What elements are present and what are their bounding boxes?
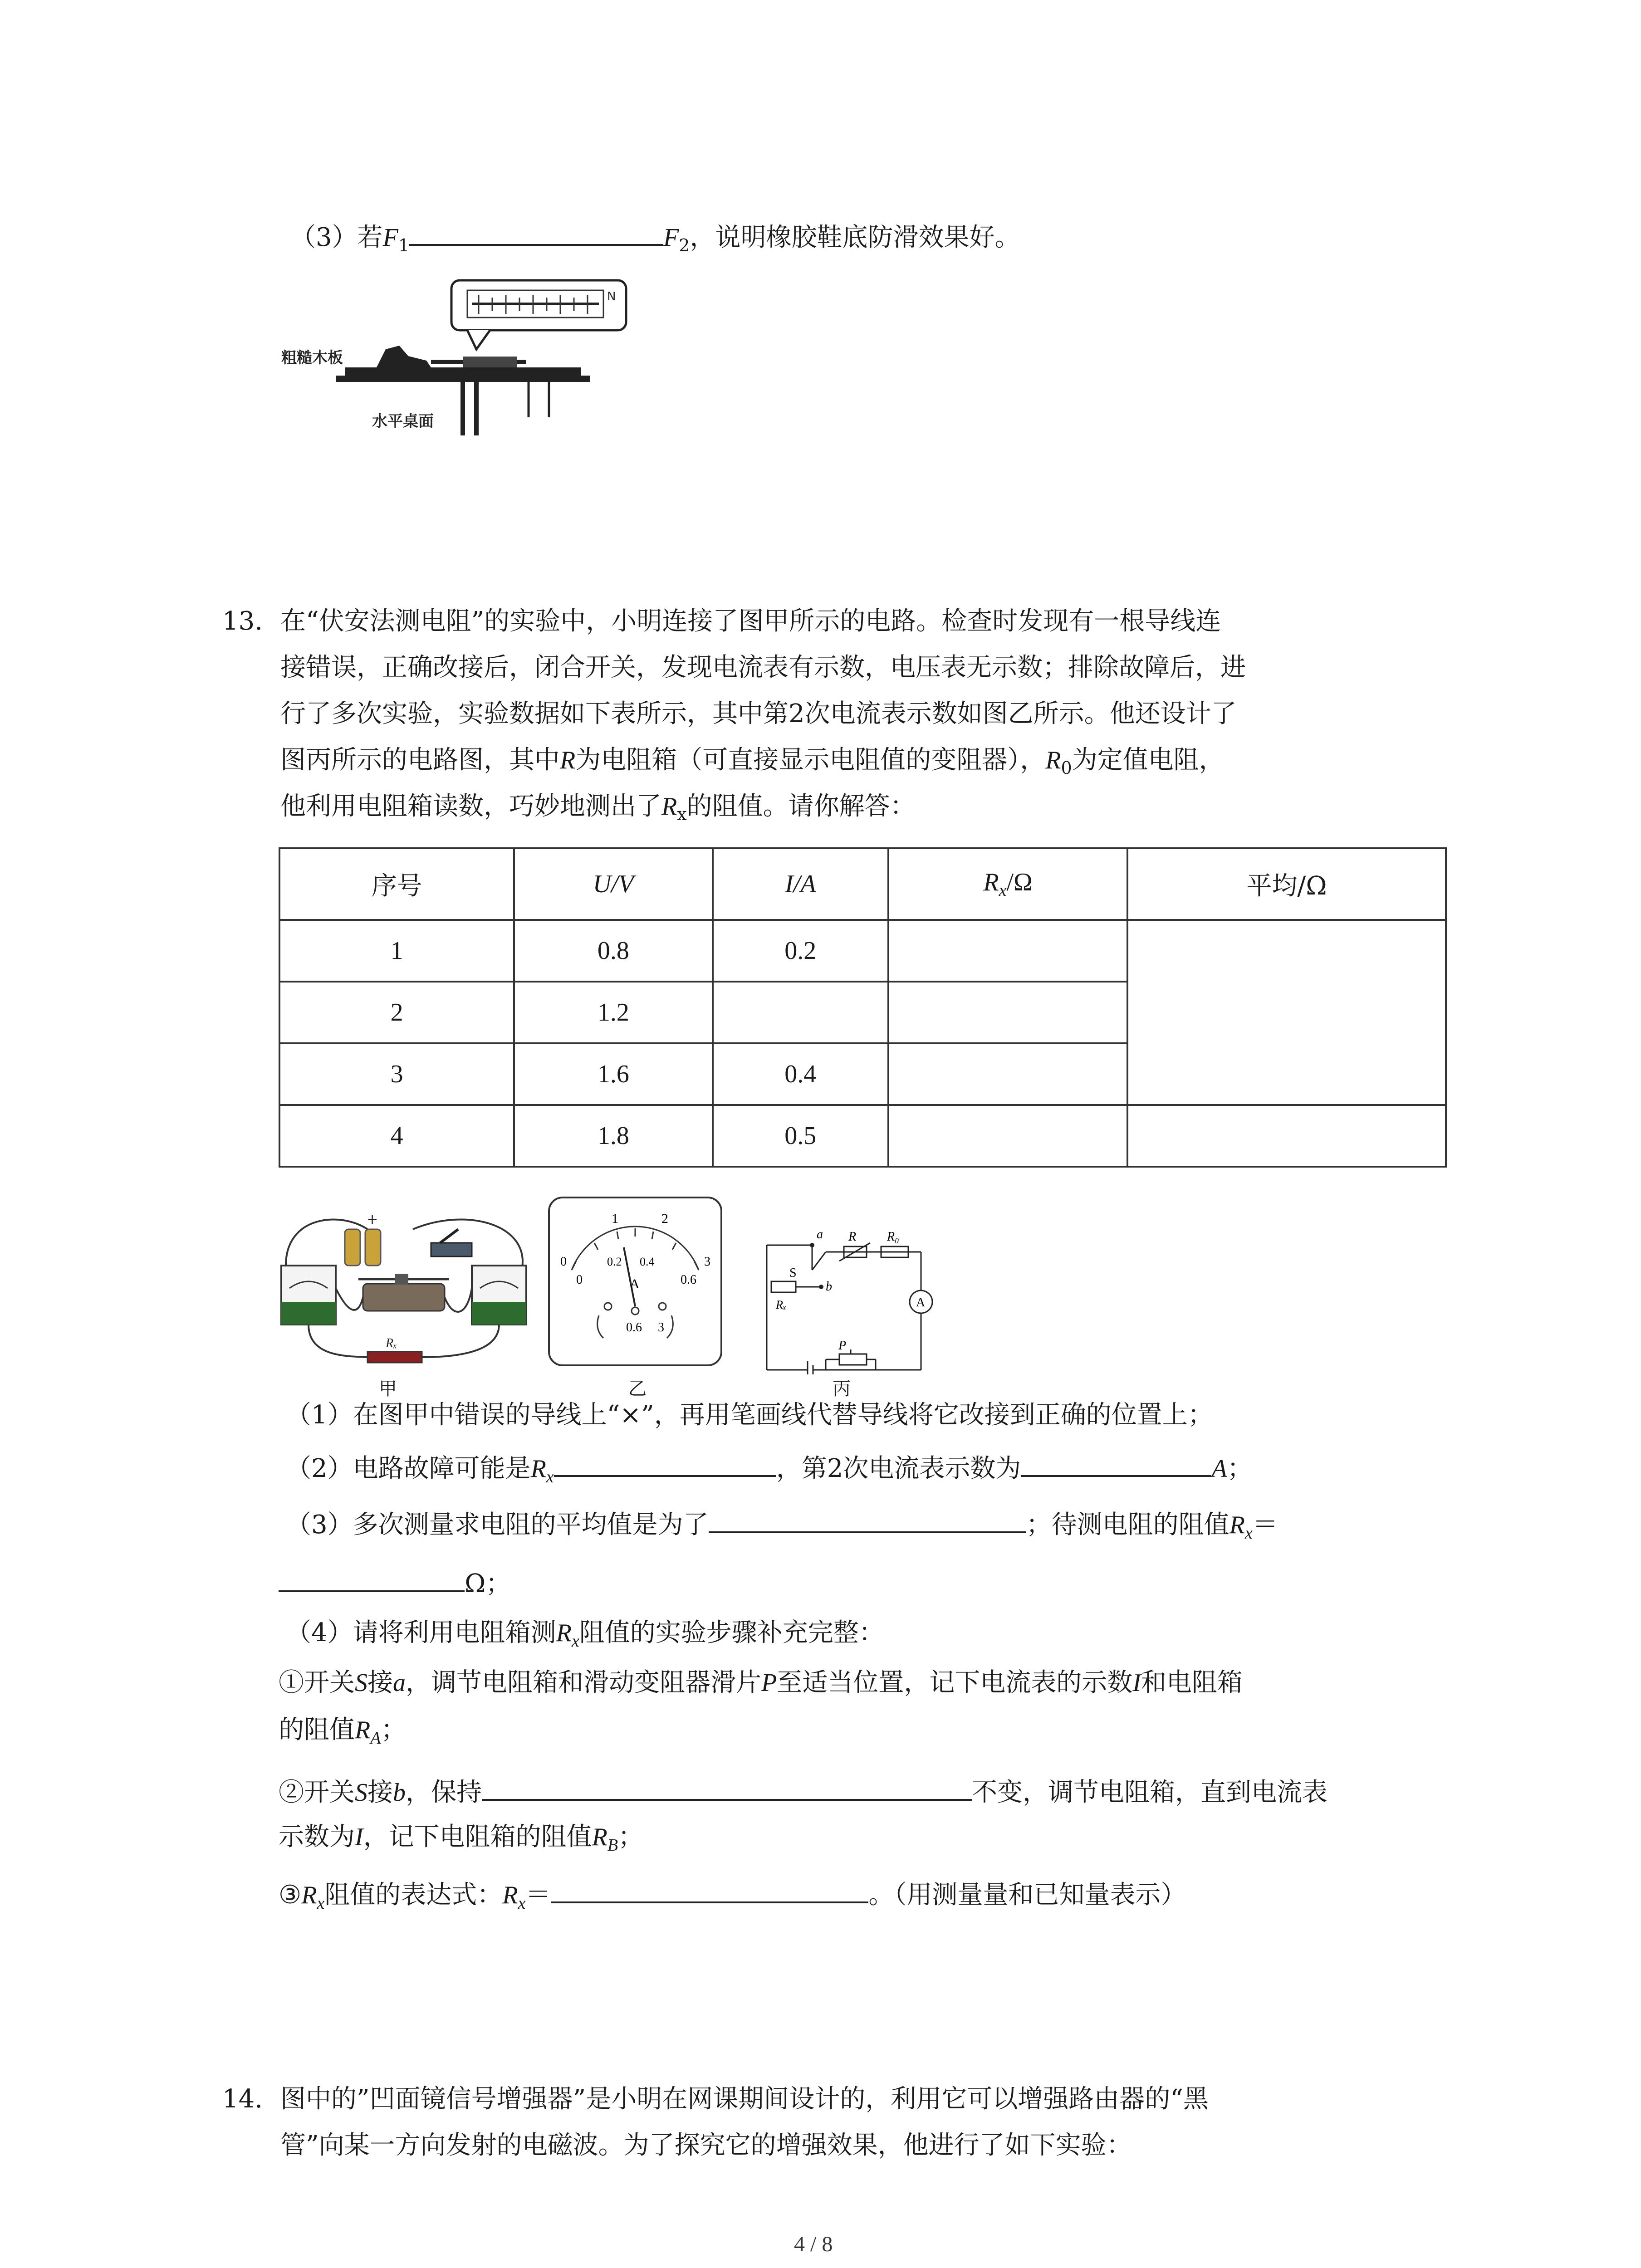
step3 bbox=[279, 1874, 1186, 1921]
s1-c: ，调节电阻箱和滑动变阻器滑片 bbox=[406, 1668, 761, 1697]
part2-end: ； bbox=[1227, 1454, 1253, 1483]
fault-blank[interactable] bbox=[554, 1448, 776, 1477]
page-number: 4 / 8 bbox=[794, 2232, 833, 2256]
cell-average-extra[interactable] bbox=[1127, 1105, 1446, 1167]
part3-sub: x bbox=[1244, 1524, 1253, 1543]
q13-line4-c: 为定值电阻， bbox=[1072, 745, 1225, 775]
s2-S: S bbox=[355, 1779, 367, 1807]
q13-R0-sub: 0 bbox=[1061, 758, 1072, 778]
schematic-P: P bbox=[838, 1339, 847, 1353]
dial-unit-A: A bbox=[630, 1276, 640, 1291]
q13-Rx-sub: x bbox=[677, 804, 687, 825]
part2-unit: A bbox=[1211, 1455, 1227, 1483]
q12-part3 bbox=[290, 217, 1020, 264]
cell-resistance[interactable] bbox=[888, 1105, 1127, 1167]
label-table: 水平桌面 bbox=[372, 412, 434, 430]
step1-line1 bbox=[279, 1665, 1243, 1701]
figure-bing-schematic bbox=[762, 1225, 953, 1374]
label-rough-board: 粗糙木板 bbox=[281, 349, 343, 367]
data-table bbox=[279, 847, 1447, 1168]
dial-mid-3: 3 bbox=[704, 1255, 710, 1269]
q13-line2: 接错误，正确改接后，闭合开关，发现电流表有示数，电压表无示数；排除故障后，进 bbox=[280, 653, 1246, 682]
header-resistance-R: R bbox=[983, 868, 999, 896]
cell-voltage: 1.8 bbox=[514, 1105, 712, 1167]
q13-line5 bbox=[280, 788, 916, 832]
schematic-ammeter-A: A bbox=[916, 1295, 926, 1310]
s3-sub: x bbox=[317, 1894, 325, 1913]
cell-index: 3 bbox=[279, 1043, 514, 1105]
s3-a: ③ bbox=[279, 1880, 302, 1910]
s1-end: ； bbox=[381, 1715, 407, 1745]
s2-end: ； bbox=[618, 1822, 644, 1852]
header-resistance-unit: /Ω bbox=[1006, 868, 1033, 896]
q14-line2: 管”向某一方向发射的电磁波。为了探究它的增强效果，他进行了如下实验： bbox=[280, 2131, 1132, 2160]
s3-b: 阻值的表达式： bbox=[324, 1880, 503, 1910]
schematic-a: a bbox=[817, 1227, 823, 1242]
figure-yi-ammeter bbox=[544, 1193, 726, 1374]
expression-blank[interactable] bbox=[551, 1874, 868, 1903]
f2-sub: 2 bbox=[679, 235, 690, 256]
dial-top-1: 1 bbox=[612, 1211, 618, 1226]
step2-line1 bbox=[279, 1772, 1327, 1811]
s1-RA-sub: A bbox=[370, 1729, 381, 1748]
header-average: 平均/Ω bbox=[1127, 848, 1446, 920]
cell-index: 2 bbox=[279, 982, 514, 1043]
part2-b: ，第2次电流表示数为 bbox=[776, 1454, 1021, 1483]
dial-low-0: 0 bbox=[576, 1273, 583, 1287]
q12-blank[interactable] bbox=[409, 217, 663, 246]
q13-line1: 在“伏安法测电阻”的实验中，小明连接了图甲所示的电路。检查时发现有一根导线连 bbox=[280, 606, 1221, 636]
cell-average[interactable] bbox=[1127, 920, 1446, 1105]
s2-RB-sub: B bbox=[607, 1836, 618, 1855]
part2-sub: x bbox=[546, 1467, 554, 1487]
s1-S: S bbox=[355, 1669, 367, 1697]
s2-bb: b bbox=[393, 1779, 406, 1807]
q14-line1: 图中的”凹面镜信号增强器”是小明在网课期间设计的，利用它可以增强路由器的“黑 bbox=[280, 2084, 1209, 2114]
part3-a: （3）多次测量求电阻的平均值是为了 bbox=[286, 1510, 709, 1540]
part1: （1）在图甲中错误的导线上“×”，再用笔画线代替导线将它改接到正确的位置上； bbox=[286, 1400, 1213, 1430]
q13-line4-a: 图丙所示的电路图，其中 bbox=[280, 745, 560, 775]
s2-RB: R bbox=[592, 1823, 607, 1851]
dial-mid-0: 0 bbox=[560, 1255, 567, 1269]
s1-a2: a bbox=[393, 1669, 406, 1697]
s2-a: ②开关 bbox=[279, 1778, 355, 1807]
term-06: 0.6 bbox=[626, 1320, 642, 1334]
schematic-b: b bbox=[826, 1280, 832, 1294]
figure-jia-circuit bbox=[277, 1198, 531, 1379]
s3-sub2: x bbox=[518, 1894, 526, 1913]
schematic-S: S bbox=[789, 1266, 797, 1280]
cell-resistance[interactable] bbox=[888, 920, 1127, 982]
s1-l2: 的阻值 bbox=[279, 1715, 355, 1745]
schematic-Rx: Rₓ bbox=[776, 1298, 787, 1311]
dial-low-06: 0.6 bbox=[681, 1273, 696, 1287]
caption-jia: 甲 bbox=[379, 1378, 397, 1399]
part4-R: R bbox=[556, 1619, 572, 1647]
q12-part3-prefix: （3）若 bbox=[290, 223, 383, 252]
f1-sub: 1 bbox=[398, 235, 410, 256]
term-3: 3 bbox=[658, 1320, 664, 1334]
header-voltage: U/V bbox=[514, 848, 712, 920]
keep-constant-blank[interactable] bbox=[482, 1772, 972, 1801]
cell-current: 0.5 bbox=[713, 1105, 888, 1167]
q14-number: 14. bbox=[222, 2084, 263, 2114]
q13-R-symbol: R bbox=[560, 746, 576, 774]
q12-part3-suffix: ，说明橡胶鞋底防滑效果好。 bbox=[690, 223, 1020, 252]
cell-current: 0.4 bbox=[713, 1043, 888, 1105]
header-current: I/A bbox=[713, 848, 888, 920]
part3-b: ；待测电阻的阻值 bbox=[1026, 1510, 1230, 1540]
scale-n-top: N bbox=[607, 290, 616, 303]
q13-line5-a: 他利用电阻箱读数，巧妙地测出了 bbox=[280, 792, 661, 821]
cell-current[interactable] bbox=[713, 982, 888, 1043]
schematic-R: R bbox=[848, 1230, 857, 1244]
q13-line5-b: 的阻值。请你解答： bbox=[686, 792, 916, 821]
q13-line3: 行了多次实验，实验数据如下表所示，其中第2次电流表示数如图乙所示。他还设计了 bbox=[280, 699, 1237, 728]
part3-R: R bbox=[1229, 1511, 1245, 1539]
s2-c: ，保持 bbox=[406, 1778, 482, 1807]
q13-number: 13. bbox=[222, 606, 263, 636]
s2-b: 接 bbox=[367, 1778, 393, 1807]
part3-eq: ＝ bbox=[1252, 1510, 1278, 1540]
dial-mid-02: 0.2 bbox=[607, 1255, 622, 1268]
part2-R: R bbox=[530, 1455, 546, 1483]
caption-bing: 丙 bbox=[833, 1378, 851, 1399]
s1-a: ①开关 bbox=[279, 1668, 355, 1697]
q13-line4 bbox=[280, 742, 1225, 786]
cell-current: 0.2 bbox=[713, 920, 888, 982]
cell-voltage: 0.8 bbox=[514, 920, 712, 982]
s3-end: 。（用测量量和已知量表示） bbox=[868, 1880, 1186, 1910]
part3 bbox=[286, 1504, 1278, 1551]
cell-resistance[interactable] bbox=[888, 1043, 1127, 1105]
resistance-blank[interactable] bbox=[279, 1563, 465, 1592]
part2 bbox=[286, 1448, 1253, 1495]
table-row bbox=[279, 920, 1446, 982]
s2-d: 不变，调节电阻箱，直到电流表 bbox=[972, 1778, 1327, 1807]
s1-RA: R bbox=[355, 1716, 371, 1744]
battery-plus: + bbox=[367, 1212, 378, 1227]
header-index: 序号 bbox=[279, 848, 514, 920]
table-row bbox=[279, 1105, 1446, 1167]
schematic-R0: R₀ bbox=[887, 1230, 899, 1244]
step1-line2 bbox=[279, 1712, 406, 1756]
table-header-row bbox=[279, 848, 1446, 920]
f2-symbol: F bbox=[663, 224, 679, 252]
f1-symbol: F bbox=[382, 224, 398, 252]
q13-R0-symbol: R bbox=[1045, 746, 1061, 774]
part4-sub: x bbox=[571, 1632, 579, 1651]
header-resistance bbox=[888, 848, 1127, 920]
part3-line2 bbox=[279, 1563, 511, 1602]
s3-R: R bbox=[301, 1881, 317, 1909]
s1-P: P bbox=[761, 1669, 777, 1697]
q13-line4-b: 为电阻箱（可直接显示电阻值的变阻器）， bbox=[575, 745, 1046, 775]
part3-unit: Ω； bbox=[465, 1569, 511, 1598]
purpose-blank[interactable] bbox=[709, 1504, 1026, 1533]
s2-l2b: ，记下电阻箱的阻值 bbox=[363, 1822, 592, 1852]
cell-voltage: 1.6 bbox=[514, 1043, 712, 1105]
dial-top-2: 2 bbox=[661, 1211, 668, 1226]
header-resistance-sub: x bbox=[999, 881, 1007, 900]
spring-scale-figure bbox=[272, 272, 644, 445]
s1-e: 和电阻箱 bbox=[1141, 1668, 1243, 1697]
part4 bbox=[286, 1615, 884, 1659]
step2-line2 bbox=[279, 1819, 643, 1863]
rx-label: Rₓ bbox=[386, 1336, 397, 1350]
part4-a: （4）请将利用电阻箱测 bbox=[286, 1618, 556, 1647]
s3-eq: ＝ bbox=[525, 1880, 551, 1910]
current-blank[interactable] bbox=[1021, 1448, 1211, 1477]
part4-b: 阻值的实验步骤补充完整： bbox=[579, 1618, 884, 1647]
q13-Rx-symbol: R bbox=[661, 792, 677, 821]
cell-resistance[interactable] bbox=[888, 982, 1127, 1043]
s1-b: 接 bbox=[367, 1668, 393, 1697]
cell-index: 1 bbox=[279, 920, 514, 982]
s3-R2: R bbox=[502, 1881, 518, 1909]
s1-I: I bbox=[1132, 1669, 1141, 1697]
s1-d: 至适当位置，记下电流表的示数 bbox=[777, 1668, 1133, 1697]
caption-yi: 乙 bbox=[628, 1378, 647, 1399]
cell-voltage: 1.2 bbox=[514, 982, 712, 1043]
s2-I: I bbox=[355, 1823, 363, 1851]
part2-a: （2）电路故障可能是 bbox=[286, 1454, 531, 1483]
dial-mid-04: 0.4 bbox=[640, 1255, 655, 1268]
s2-l2a: 示数为 bbox=[279, 1822, 355, 1852]
cell-index: 4 bbox=[279, 1105, 514, 1167]
